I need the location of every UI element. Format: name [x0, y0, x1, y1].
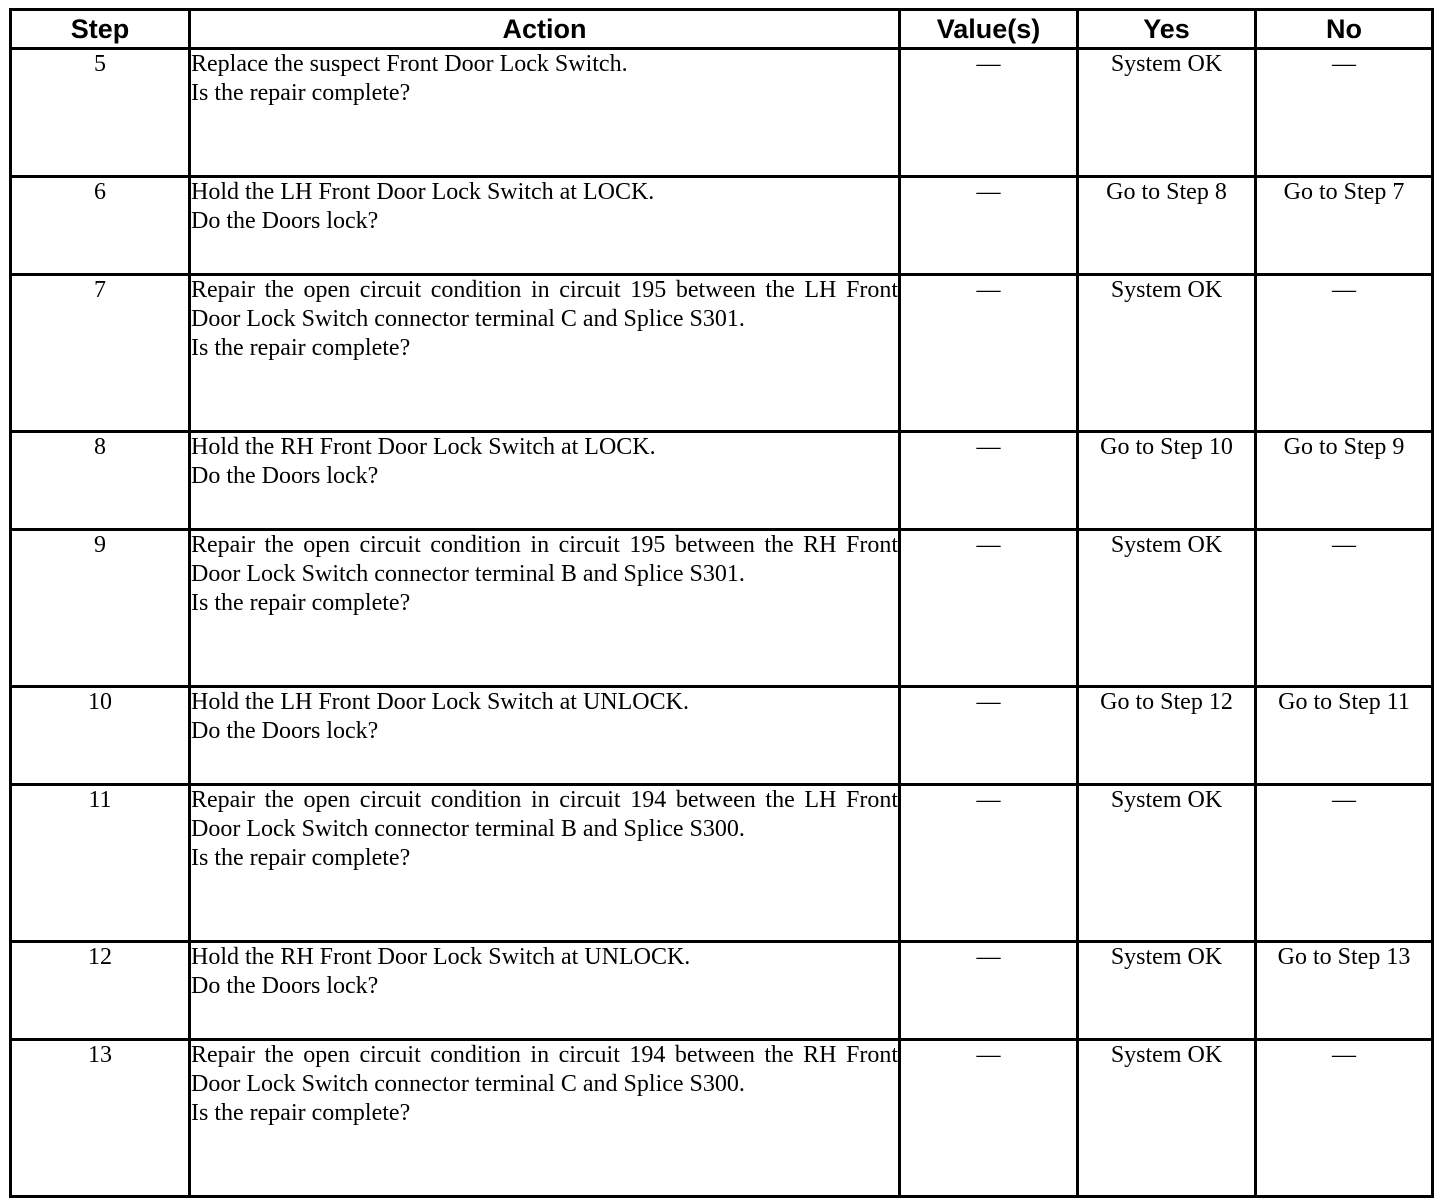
no-outcome: —	[1332, 51, 1356, 77]
action-cell	[190, 687, 900, 785]
no-outcome: —	[1332, 787, 1356, 813]
value-cell: —	[900, 49, 1078, 177]
step-number: 11	[11, 785, 190, 942]
value-cell: —	[900, 275, 1078, 432]
yes-outcome: Go to Step 10	[1100, 434, 1233, 460]
no-outcome: —	[1332, 532, 1356, 558]
action-content	[191, 1041, 898, 1129]
no-cell	[1256, 942, 1433, 1040]
action-content	[191, 276, 898, 364]
yes-cell	[1078, 942, 1256, 1040]
step-number: 5	[11, 49, 190, 177]
action-content	[191, 786, 898, 874]
action-content	[191, 531, 898, 619]
action-cell	[190, 275, 900, 432]
action-text: Hold the RH Front Door Lock Switch at LOCK.	[191, 434, 656, 460]
header-action: Action	[190, 10, 900, 49]
value-cell: —	[900, 942, 1078, 1040]
no-cell	[1256, 530, 1433, 687]
action-text: Replace the suspect Front Door Lock Switch.	[191, 51, 628, 77]
yes-outcome: System OK	[1110, 944, 1223, 970]
header-row	[11, 10, 1433, 49]
yes-cell	[1078, 432, 1256, 530]
header-values: Value(s)	[900, 10, 1078, 49]
header-yes: Yes	[1078, 10, 1256, 49]
no-cell	[1256, 177, 1433, 275]
action-question: Is the repair complete?	[191, 335, 411, 361]
value-cell: —	[900, 530, 1078, 687]
step-number: 13	[11, 1040, 190, 1197]
action-content	[191, 178, 898, 237]
action-content	[191, 943, 898, 1002]
step-number: 9	[11, 530, 190, 687]
yes-outcome: System OK	[1110, 532, 1223, 558]
header-step: Step	[11, 10, 190, 49]
table-header	[11, 10, 1433, 49]
no-outcome: Go to Step 11	[1278, 689, 1410, 715]
yes-cell	[1078, 177, 1256, 275]
no-cell	[1256, 49, 1433, 177]
action-question: Do the Doors lock?	[191, 463, 379, 489]
step-number: 8	[11, 432, 190, 530]
yes-cell	[1078, 785, 1256, 942]
step-number: 7	[11, 275, 190, 432]
table-row	[11, 687, 1433, 785]
table-row	[11, 785, 1433, 942]
yes-outcome: System OK	[1110, 787, 1223, 813]
yes-cell	[1078, 530, 1256, 687]
action-text: Repair the open circuit condition in circuit 195 between the RH Front Door Lock Switch connector terminal B and Splice S301.	[191, 532, 898, 587]
step-number: 10	[11, 687, 190, 785]
action-question: Do the Doors lock?	[191, 973, 379, 999]
action-question: Is the repair complete?	[191, 1100, 411, 1126]
action-content	[191, 688, 898, 747]
header-no: No	[1256, 10, 1433, 49]
action-question: Do the Doors lock?	[191, 208, 379, 234]
diagnostic-table	[9, 8, 1434, 1198]
no-cell	[1256, 1040, 1433, 1197]
no-outcome: Go to Step 13	[1277, 944, 1411, 970]
action-content	[191, 433, 898, 492]
step-number: 12	[11, 942, 190, 1040]
no-outcome: Go to Step 9	[1283, 434, 1405, 460]
action-cell	[190, 530, 900, 687]
table-row	[11, 942, 1433, 1040]
yes-cell	[1078, 49, 1256, 177]
yes-cell	[1078, 687, 1256, 785]
yes-outcome: Go to Step 8	[1106, 179, 1227, 205]
no-cell	[1256, 275, 1433, 432]
value-cell: —	[900, 687, 1078, 785]
table-row	[11, 49, 1433, 177]
yes-outcome: System OK	[1110, 1042, 1223, 1068]
action-text: Repair the open circuit condition in circuit 195 between the LH Front Door Lock Switch connector terminal C and Splice S301.	[191, 277, 898, 332]
action-cell	[190, 785, 900, 942]
yes-cell	[1078, 275, 1256, 432]
yes-outcome: System OK	[1110, 277, 1223, 303]
action-question: Is the repair complete?	[191, 590, 411, 616]
table-row	[11, 1040, 1433, 1197]
table-row	[11, 177, 1433, 275]
yes-cell	[1078, 1040, 1256, 1197]
action-text: Hold the RH Front Door Lock Switch at UNLOCK.	[191, 944, 691, 970]
no-cell	[1256, 785, 1433, 942]
value-cell: —	[900, 177, 1078, 275]
action-text: Repair the open circuit condition in circuit 194 between the RH Front Door Lock Switch connector terminal C and Splice S300.	[191, 1042, 898, 1097]
action-cell	[190, 432, 900, 530]
action-text: Repair the open circuit condition in circuit 194 between the LH Front Door Lock Switch connector terminal B and Splice S300.	[191, 787, 898, 842]
action-cell	[190, 942, 900, 1040]
table-body	[11, 49, 1433, 1197]
no-outcome: —	[1332, 277, 1356, 303]
action-question: Is the repair complete?	[191, 80, 411, 106]
value-cell: —	[900, 785, 1078, 942]
no-outcome: —	[1332, 1042, 1356, 1068]
action-cell	[190, 49, 900, 177]
table-row	[11, 530, 1433, 687]
action-text: Hold the LH Front Door Lock Switch at LOCK.	[191, 179, 655, 205]
step-number: 6	[11, 177, 190, 275]
yes-outcome: System OK	[1110, 51, 1223, 77]
action-question: Do the Doors lock?	[191, 718, 379, 744]
value-cell: —	[900, 432, 1078, 530]
no-outcome: Go to Step 7	[1283, 179, 1405, 205]
action-content	[191, 50, 898, 109]
action-cell	[190, 1040, 900, 1197]
no-cell	[1256, 432, 1433, 530]
no-cell	[1256, 687, 1433, 785]
table-row	[11, 432, 1433, 530]
action-text: Hold the LH Front Door Lock Switch at UNLOCK.	[191, 689, 689, 715]
action-question: Is the repair complete?	[191, 845, 411, 871]
value-cell: —	[900, 1040, 1078, 1197]
yes-outcome: Go to Step 12	[1100, 689, 1233, 715]
table-row	[11, 275, 1433, 432]
action-cell	[190, 177, 900, 275]
